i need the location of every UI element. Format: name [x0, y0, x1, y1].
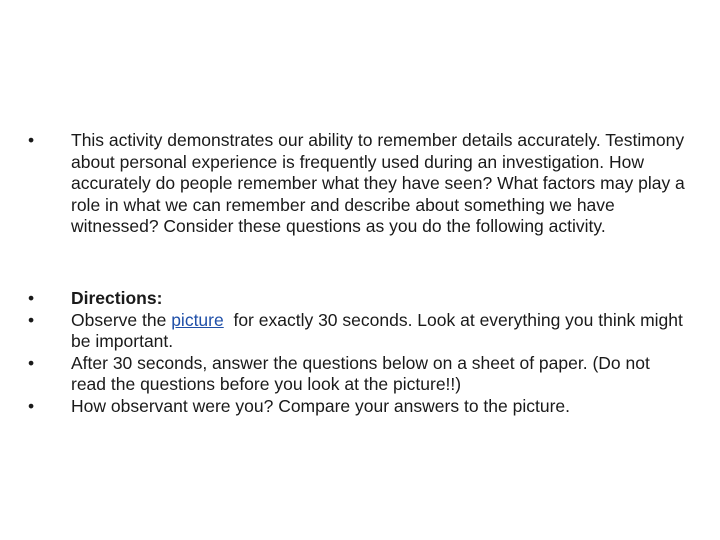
observe-text-before: Observe the	[71, 309, 172, 330]
directions-heading: Directions:	[71, 288, 163, 308]
directions-item-answer	[28, 353, 688, 396]
intro-text: This activity demonstrates our ability to remember details accurately. Testimony about personal experience is frequently used during an investigation. How accurately do people remember what they have seen? What factors may play a role in what we can remember and describe about something we have witnessed? Consider these questions as you do the following activity.	[71, 130, 685, 236]
observe-text-after: for exactly 30 seconds. Look at everything you think might be important.	[71, 309, 688, 351]
intro-bullet	[28, 130, 688, 238]
compare-text: How observant were you? Compare your answers to the picture.	[71, 395, 570, 416]
bullet-icon: •	[28, 352, 35, 373]
bullet-icon: •	[28, 130, 35, 150]
directions-item-compare	[28, 396, 688, 418]
bullet-icon: •	[28, 395, 35, 416]
directions-list	[28, 288, 688, 417]
directions-heading-bullet	[28, 288, 688, 310]
bullet-icon: •	[28, 288, 35, 308]
directions-item-observe	[28, 310, 688, 353]
picture-link[interactable]: picture	[171, 309, 224, 330]
intro-list	[28, 130, 688, 238]
answer-text: After 30 seconds, answer the questions below on a sheet of paper. (Do not read the questions before you look at the picture!!)	[71, 352, 650, 394]
bullet-icon: •	[28, 309, 35, 330]
